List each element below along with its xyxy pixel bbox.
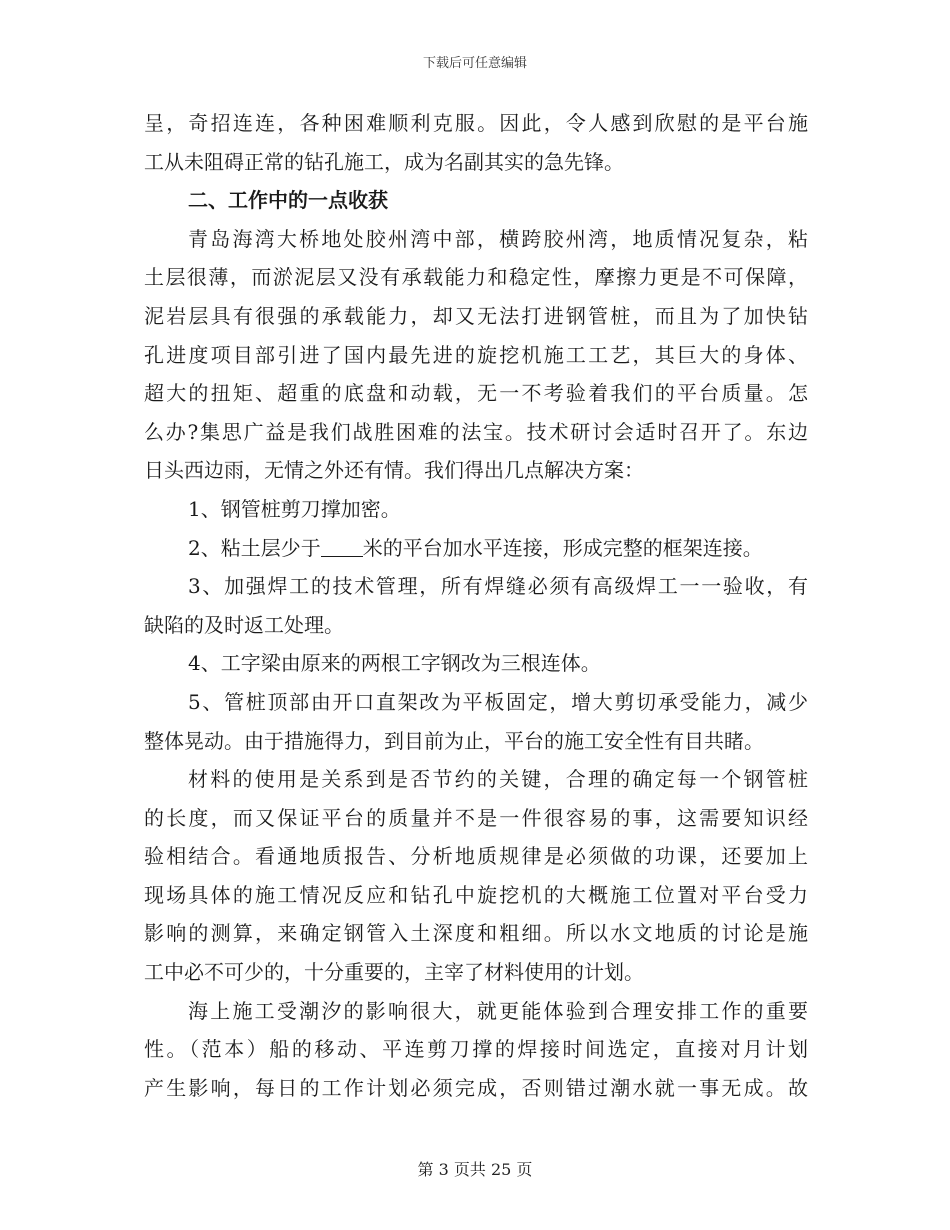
paragraph-line: 工从未阻碍正常的钻孔施工，成为名副其实的急先锋。 [144, 149, 624, 174]
paragraph-line: 的长度，而又保证平台的质量并不是一件很容易的事，这需要知识经 [144, 805, 808, 830]
paragraph-line: 工中必不可少的，十分重要的，主宰了材料使用的计划。 [144, 960, 644, 985]
paragraph-line: 呈，奇招连连，各种困难顺利克服。因此，令人感到欣慰的是平台施 [144, 111, 808, 135]
page-footer: 第 3 页共 25 页 [417, 1160, 533, 1179]
list-item: 1、钢管桩剪刀撑加密。 [188, 496, 401, 521]
list-item: 3、加强焊工的技术管理，所有焊缝必须有高级焊工一一验收，有 [188, 574, 808, 599]
paragraph-line: 产生影响，每日的工作计划必须完成，否则错过潮水就一事无成。故 [144, 1075, 808, 1100]
paragraph-line: 日头西边雨，无情之外还有情。我们得出几点解决方案： [144, 458, 644, 483]
paragraph-line: 么办?集思广益是我们战胜困难的法宝。技术研讨会适时召开了。东边 [144, 419, 808, 444]
list-item: 5、管桩顶部由开口直架改为平板固定，增大剪切承受能力，减少 [188, 689, 808, 714]
paragraph-line: 泥岩层具有很强的承载能力，却又无法打进钢管桩，而且为了加快钻 [144, 303, 808, 328]
list-item [144, 529, 808, 568]
paragraph-line: 验相结合。看通地质报告、分析地质规律是必须做的功课，还要加上 [144, 844, 808, 869]
paragraph-line: 土层很薄，而淤泥层又没有承载能力和稳定性，摩擦力更是不可保障， [144, 265, 808, 290]
paragraph-line: 超大的扭矩、超重的底盘和动载，无一不考验着我们的平台质量。怎 [144, 381, 808, 406]
paragraph-line: 海上施工受潮汐的影响很大，就更能体验到合理安排工作的重要 [188, 998, 808, 1023]
list-item: 4、工字梁由原来的两根工字钢改为三根连体。 [188, 651, 601, 676]
list-item-continuation: 缺陷的及时返工处理。 [144, 612, 344, 637]
paragraph-line: 青岛海湾大桥地处胶州湾中部，横跨胶州湾，地质情况复杂，粘 [188, 226, 808, 251]
list-item-continuation: 整体晃动。由于措施得力，到目前为止，平台的施工安全性有目共睹。 [144, 728, 764, 753]
blank-underline [321, 536, 363, 557]
section-heading: 二、工作中的一点收获 [188, 188, 388, 213]
list-item-text: 米的平台加水平连接，形成完整的框架连接。 [362, 535, 763, 560]
paragraph-line: 孔进度项目部引进了国内最先进的旋挖机施工工艺，其巨大的身体、 [144, 342, 808, 367]
list-item-text: 2、粘土层少于 [188, 535, 321, 560]
paragraph-line: 现场具体的施工情况反应和钻孔中旋挖机的大概施工位置对平台受力 [144, 882, 808, 907]
page-header: 下载后可任意编辑 [422, 56, 527, 71]
paragraph-line: 性。（范本）船的移动、平连剪刀撑的焊接时间选定，直接对月计划 [144, 1037, 808, 1062]
document-body [144, 104, 808, 1107]
paragraph-line: 材料的使用是关系到是否节约的关键，合理的确定每一个钢管桩 [188, 767, 808, 792]
paragraph-line: 影响的测算，来确定钢管入土深度和粗细。所以水文地质的讨论是施 [144, 921, 808, 946]
